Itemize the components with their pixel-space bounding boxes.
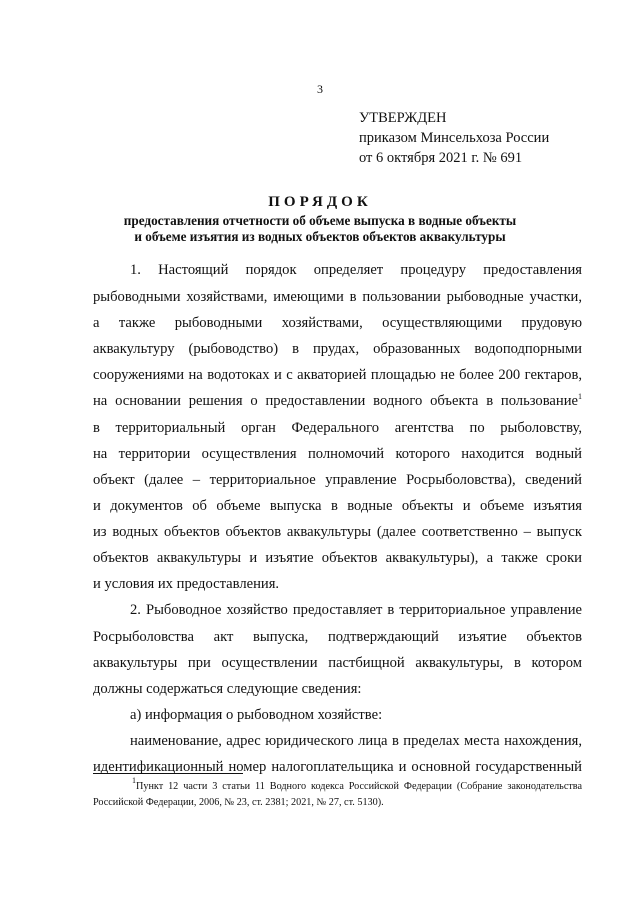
footnote-reference: 1 [578, 392, 582, 401]
approval-line: приказом Минсельхоза России [359, 130, 550, 146]
body-line: аквакультуру (рыбоводство) в прудах, образованных водоподпорными [93, 341, 582, 357]
body-line: а также рыбоводными хозяйствами, осуществляющими прудовую [93, 315, 582, 331]
footnote-line: Российской Федерации, 2006, № 23, ст. 2381; 2021, № 27, ст. 5130). [93, 797, 384, 808]
body-line-text: на основании решения о предоставлении водного объекта в пользование [93, 393, 578, 409]
body-line: сооружениями на водотоках и с акваторией площадью не более 200 гектаров, [93, 367, 582, 383]
footnote-text: Пункт 12 части 3 статьи 11 Водного кодекса Российской Федерации (Собрание законодательства [136, 781, 582, 792]
document-subtitle [0, 213, 640, 245]
body-line: из водных объектов объектов аквакультуры (далее соответственно – выпуск [93, 524, 582, 540]
body-line: рыбоводными хозяйствами, имеющими в пользовании рыбоводные участки, [93, 289, 582, 305]
page-number: 3 [317, 82, 323, 96]
body-line: а) информация о рыбоводном хозяйстве: [130, 707, 383, 723]
body-line: в территориальный орган Федерального агентства по рыболовству, [93, 420, 582, 436]
body-line: и документов об объеме выпуска в водные объекты и объеме изъятия [93, 498, 582, 514]
body-line: идентификационный номер налогоплательщика и основной государственный [93, 759, 582, 775]
body-line: аквакультуры при осуществлении пастбищной аквакультуры, в котором [93, 655, 582, 671]
footnote-line [132, 776, 582, 793]
body-line: на территории осуществления полномочий которого находится водный [93, 446, 582, 462]
body-line: 1. Настоящий порядок определяет процедуру предоставления [130, 262, 582, 278]
body-line [93, 389, 582, 414]
document-title: ПОРЯДОК [268, 194, 372, 210]
body-line: Росрыболовства акт выпуска, подтверждающий изъятие объектов [93, 629, 582, 645]
approval-heading: УТВЕРЖДЕН [359, 110, 447, 126]
body-line: должны содержаться следующие сведения: [93, 681, 362, 697]
approval-block [359, 108, 549, 168]
approval-line: от 6 октября 2021 г. № 691 [359, 150, 523, 166]
body-line: объектов аквакультуры и изъятие объектов аквакультуры), а также сроки [93, 550, 582, 566]
body-line: и условия их предоставления. [93, 576, 280, 592]
body-line: объект (далее – территориальное управление Росрыболовства), сведений [93, 472, 582, 488]
body-line: наименование, адрес юридического лица в пределах места нахождения, [130, 733, 582, 749]
subtitle-line: и объеме изъятия из водных объектов объектов аквакультуры [134, 229, 506, 244]
body-line: 2. Рыбоводное хозяйство предоставляет в территориальное управление [130, 602, 582, 618]
subtitle-line: предоставления отчетности об объеме выпуска в водные объекты [123, 213, 517, 228]
footnote-marker: 1 [132, 776, 136, 785]
footnote-divider [93, 773, 243, 774]
